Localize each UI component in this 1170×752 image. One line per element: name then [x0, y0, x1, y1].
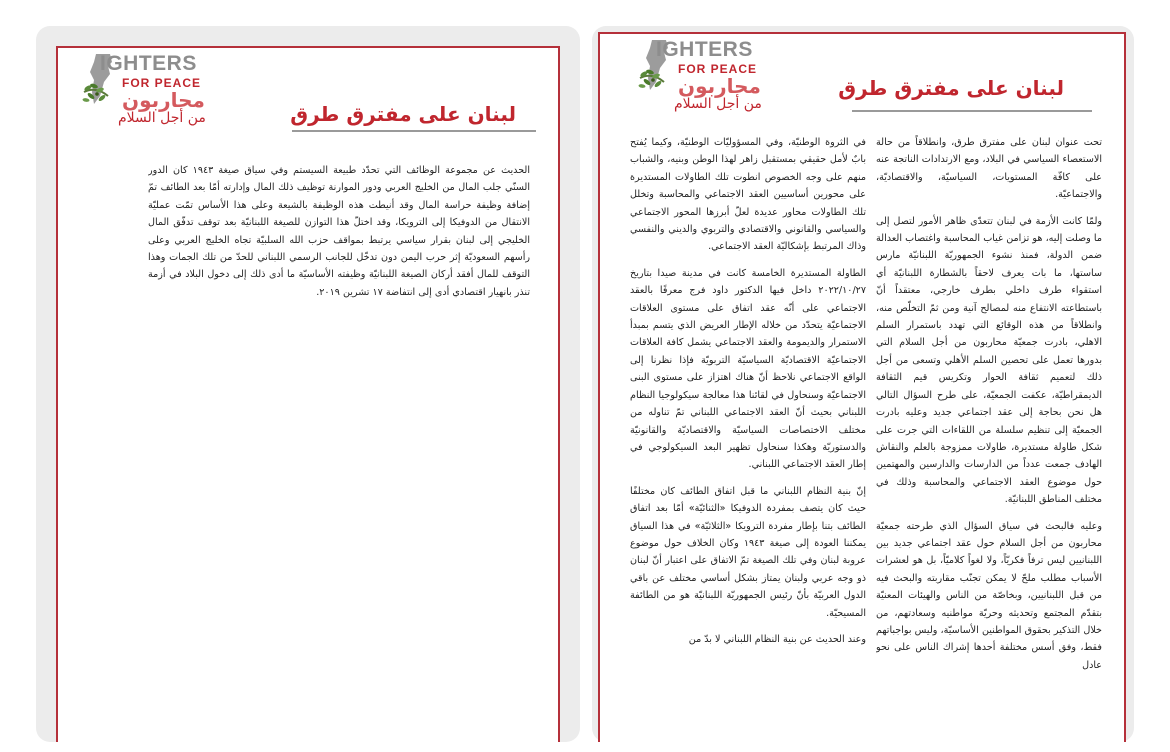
paragraph: الطاولة المستديرة الخامسة كانت في مدينة صيدا بتاريخ ٢٠٢٢/١٠/٢٧ داخل فيها الدكتور داود فرج معرفًا بالعقد الاجتماعي على أنّه عقد اتفاق على مستوى العلاقات الاجتماعيّة يتحدّد من خلاله الإطار العريض الذي يتسم بمبدأ الاستمرار والديمومة والعقد الاجتماعي يشمل كافة العلاقات الاجتماعيّة الاقتصاديّة السياسيّة التربويّة فإذا نظرنا إلى الواقع الاجتماعي نلاحظ أنّ هناك اهتزاز على مستوى البنى الاجتماعيّة وسنحاول في لقائنا هذا معالجة سيكولوجيا النظام اللبناني بحيث أنّ العقد الاجتماعي اللبناني تمّ تناوله من مختلف الاختصاصات السياسيّة والاقتصاديّة والقانونيّة والدستوريّة وهكذا سنحاول تظهير البعد السيكولوجي في إطار العقد الاجتماعي اللبناني. — [630, 267, 866, 471]
body-text-column-left — [630, 134, 866, 742]
article-title: لبنان على مفترق طرق — [290, 102, 516, 126]
page-frame-left — [598, 32, 600, 742]
left-page-panel — [36, 26, 580, 742]
paragraph: وعند الحديث عن بنية النظام اللبناني لا بدّ من — [688, 633, 866, 645]
fighters-for-peace-logo — [82, 50, 242, 126]
document-page-left — [56, 46, 560, 742]
page-frame-top — [56, 46, 560, 48]
logo-text-arabic-sub: من أجل السلام — [674, 96, 762, 112]
logo-text-arabic-main: محاربون — [678, 74, 761, 98]
page-frame-left — [56, 46, 58, 742]
logo-text-fighters: IGHTERS — [100, 52, 197, 75]
paragraph: تحت عنوان لبنان على مفترق طرق، وانطلاقاً من حالة الاستعصاء السياسي في البلاد، ومع الارتدادات الناتجة عنه على كافّة المستويات، السياسيّة، والاقتصاديّة، والاجتماعيّة. — [876, 137, 1102, 201]
paragraph: إنّ بنية النظام اللبناني ما قبل اتفاق الطائف كان مختلفًا حيث كان يتصف بمفردة الدوفيكا «الثنائيّة» أمّا بعد اتفاق الطائف بتنا بإطار مفردة الترويكا «الثلاثيّة» في هذا السياق يمكننا العودة إلى صيغة ١٩٤٣ وكان الخلاف حول موضوع عروبة لبنان وفي تلك الصيغة تمّ الاتفاق على اعتبار أنّ لبنان ذو وجه عربي ولبنان يمتاز بشكل أساسي مختلف عن باقي الدول العربيّة بأنّ رئيس الجمهوريّة اللبنانيّة هو من الطائفة المسيحيّة. — [630, 485, 866, 619]
page-frame-top — [598, 32, 1126, 34]
paragraph: الحديث عن مجموعة الوظائف التي تحدّد طبيعة السيستم وفي سياق صيغة ١٩٤٣ كان الدور السنّي جلب المال من الخليج العربي ودور الموارنة توظيف ذلك المال وإدارته أمّا بعد الطائف تمّ إضافة وظيفة حراسة المال وقد أنيطت هذه الوظيفة بالشيعة وعلى هذا الأساس تمّت عمليّة الانتقال من الدوفيكا إلى الترويكا، وقد اختلّ هذا التوازن للصيغة اللبنانيّة بعد توقف تدفّق المال الخليجي إلى لبنان بقرار سياسي يرتبط بمواقف حزب الله السلبيّة تجاه الخليج العربي وعلى رأسهم السعوديّة إثر حرب اليمن دون تدخّل للجانب الرسمي اللبناني للحدّ من تلك الجمات وهذا التوقف للمال أفقد أركان الصيغة اللبنانيّة وظيفته الأساسيّة ما أدى ذلك إلى دخول البلاد في أزمة تنذر بانهيار اقتصادي أدى إلى انتفاضة ١٧ تشرين ٢٠١٩. — [148, 165, 530, 298]
right-page-panel — [592, 26, 1134, 742]
paragraph: وعليه فالبحث في سياق السؤال الذي طرحته جمعيّة محاربون من أجل السلام حول عقد اجتماعي جديد بين اللبنانيين ليس ترفاً فكريّاً، ولا لغواً كلاميّاً، بل هو لعشرات الأسباب مطلب ملحّ لا يمكن تجنّب مقاربته والبحث فيه من قبل اللبنانيين، وبخاصّة من الناس والهيئات المعنيّة بتقدّم المجتمع وتحديثه وحريّة مواطنيه وسعادتهم، من خلال التذكير بحقوق المواطنين الأساسيّة، وليس بواجباتهم فقط، وفق أسس مختلفة أحدها إشراك الناس على نحو عادل — [876, 520, 1102, 671]
body-text-column — [148, 162, 530, 462]
logo-text-fighters: IGHTERS — [656, 38, 753, 61]
paragraph: في الثروة الوطنيّة، وفي المسؤوليّات الوطنيّة، وكيما يُفتح بابٌ لأمل حقيقي بمستقبل زاهر لهذا الوطن وبنيه، والشباب منهم على وجه الخصوص انطوت تلك الطاولات المستديرة على محورين أساسيين العقد الاجتماعي والمحاسبة وتخلل تلك الطاولات محاور عديدة لعلّ أبرزها المحور الاجتماعي والسياسي والقانوني والاقتصادي والتربوي والديني والنفسي وذاك المرتبط بإشكاليّة العقد الاجتماعي. — [630, 137, 866, 253]
fighters-for-peace-logo — [638, 36, 798, 112]
page-frame-right — [1124, 32, 1126, 742]
document-page-right — [598, 32, 1126, 742]
title-underline — [292, 130, 536, 132]
paragraph: ولمّا كانت الأزمة في لبنان تتعدّى ظاهر الأمور لتصل إلى ما وصلت إليه، هو تزامن غياب المحاسبة واغتصاب العدالة ضمن الدولة، فمنذ نشوء الجمهوريّة اللبنانيّة مارس ساستها، ما بات يعرف لاحقاً بالشطارة اللبنانيّة أي استقواء طرف داخلي بطرف خارجي، معتقداً أنّ باستطاعته الانتفاع منه لمصالح آنية ومن ثمّ التخلّص منه، وانطلاقاً من هذه الوقائع التي تهدد باستمرار السلم الاهلي، بادرت جمعيّة محاربون من أجل السلام التي بدورها تعمل على تحصين السلم الأهلي وتسعى من أجل ذلك لتعميم ثقافة الحوار وتكريس قيم الثقافة الديمقراطيّة، عكفت الجمعيّة، على طرح السؤال التالي هل نحن بحاجة إلى عقد اجتماعي جديد وعليه بادرت الجمعيّة إلى تنظيم سلسلة من اللقاءات التي جرت على شكل طاولة مستديرة، طاولات ممزوجة بالعلم والنقاش الهادف جمعت عدداً من الدارسات والدارسين والمهتمين حول موضوع العقد الاجتماعي والمحاسبة وذلك في مختلف المناطق اللبنانيّة. — [876, 215, 1102, 506]
logo-text-for-peace: FOR PEACE — [678, 62, 758, 76]
logo-text-arabic-main: محاربون — [122, 88, 205, 112]
logo-text-for-peace: FOR PEACE — [122, 76, 202, 90]
body-text-column-right — [876, 134, 1102, 742]
article-title: لبنان على مفترق طرق — [838, 76, 1064, 100]
page-frame-right — [558, 46, 560, 742]
logo-text-arabic-sub: من أجل السلام — [118, 110, 206, 126]
title-underline — [852, 110, 1092, 112]
